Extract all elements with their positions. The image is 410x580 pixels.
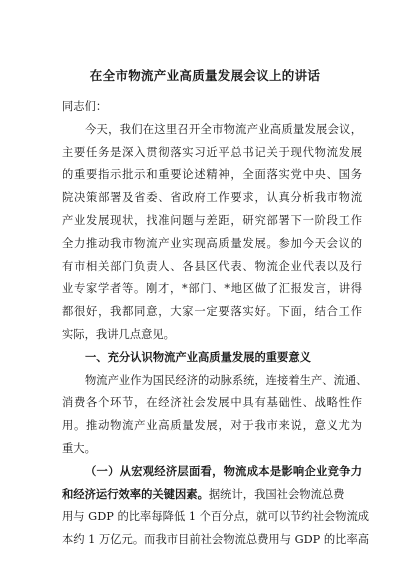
paragraph-line: 本约 1 万亿元。而我市目前社会物流总费用与 GDP 的比率高 [62, 533, 370, 547]
section-heading: 一、充分认识物流产业高质量发展的重要意义 [85, 350, 311, 364]
subsection-heading: （一）从宏观经济层面看，物流成本是影响企业竞争力 [85, 464, 362, 478]
subsection-heading-continued [62, 484, 362, 507]
paragraph-line: 用。推动物流产业高质量发展，对于我市来说，意义尤为 [62, 419, 362, 433]
paragraph-line: 的重要指示批示和重要论述精神，全面落实党中央、国务 [62, 168, 362, 182]
paragraph-line: 物流产业作为国民经济的动脉系统，连接着生产、流通、 [85, 373, 368, 387]
paragraph-line: 实际，我讲几点意见。 [62, 327, 175, 341]
paragraph-line: 院决策部署及省委、省政府工作要求，认真分析我市物流 [62, 191, 362, 205]
paragraph-inline-text: 据统计，我国社会物流总费 [208, 487, 345, 501]
paragraph-line: 业专家学者等。刚才，*部门、*地区做了汇报发言，讲得 [62, 282, 362, 296]
speech-body [62, 96, 370, 552]
paragraph-line: 全力推动我市物流产业实现高质量发展。参加今天会议的 [62, 236, 362, 250]
salutation: 同志们： [62, 100, 108, 113]
paragraph-line: 有市相关部门负责人、各县区代表、物流企业代表以及行 [62, 259, 362, 273]
paragraph-line: 今天，我们在这里召开全市物流产业高质量发展会议， [85, 122, 362, 136]
paragraph-line: 主要任务是深入贯彻落实习近平总书记关于现代物流发展 [62, 145, 362, 159]
paragraph-line: 用与 GDP 的比率每降低 1 个百分点，就可以节约社会物流成 [62, 510, 370, 524]
page-title: 在全市物流产业高质量发展会议上的讲话 [89, 68, 321, 83]
paragraph-line: 消费各个环节，在经济社会发展中具有基础性、战略性作 [62, 396, 362, 410]
subsection-heading-tail: 和经济运行效率的关键因素。 [62, 487, 209, 501]
paragraph-line: 都很好，我都同意，大家一定要落实好。下面，结合工作 [62, 305, 362, 319]
paragraph-line: 产业发展现状，找准问题与差距，研究部署下一阶段工作 [62, 213, 362, 227]
paragraph-line: 重大。 [62, 441, 96, 455]
